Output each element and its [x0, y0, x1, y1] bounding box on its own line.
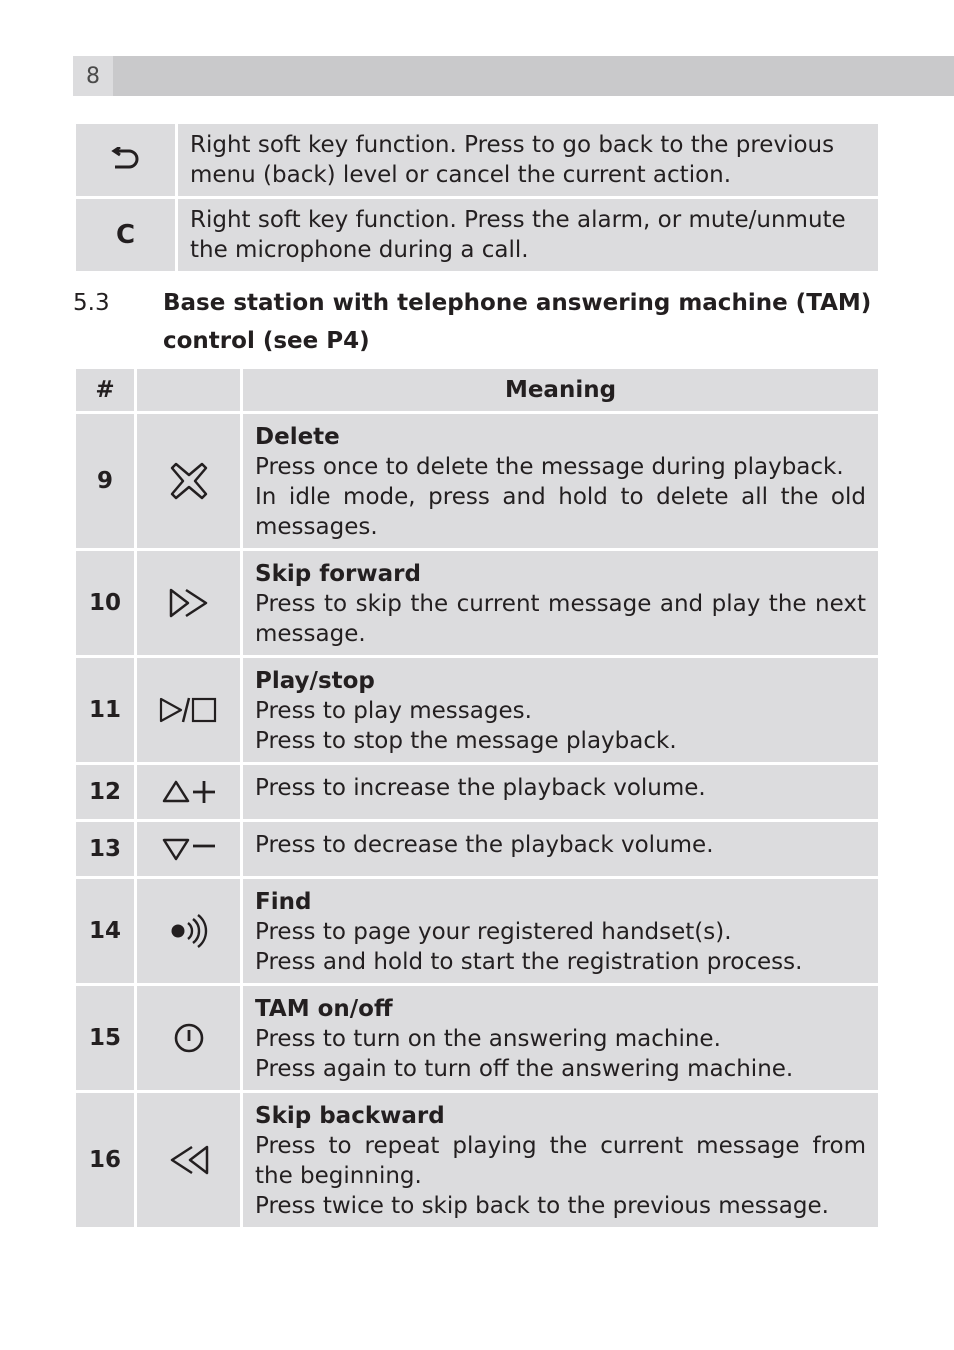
c-letter-icon: C [115, 220, 136, 250]
row-number: 11 [76, 658, 134, 762]
table-row [76, 879, 878, 983]
icon-cell [137, 879, 240, 983]
page-number: 8 [73, 56, 113, 96]
row-number: 12 [76, 765, 134, 819]
section-title: Base station with telephone answering machine (TAM) control (see P4) [163, 290, 872, 354]
row-title: Find [255, 889, 312, 915]
header-number: # [76, 369, 134, 411]
power-icon [173, 1028, 205, 1047]
header-bar [73, 56, 954, 96]
description: Right soft key function. Press to go back to the previous menu (back) level or cancel the current action. [178, 124, 878, 196]
meaning-cell [243, 879, 878, 983]
table-row [76, 124, 878, 196]
row-title: TAM on/off [255, 996, 393, 1022]
skip-forward-icon [168, 593, 210, 612]
icon-cell [137, 551, 240, 655]
icon-cell [137, 414, 240, 548]
row-number: 13 [76, 822, 134, 876]
row-text: Press to decrease the playback volume. [255, 832, 714, 858]
row-text: Press again to turn off the answering machine. [255, 1056, 794, 1082]
row-number: 10 [76, 551, 134, 655]
meaning-cell [243, 551, 878, 655]
row-text: Press to stop the message playback. [255, 728, 677, 754]
row-title: Skip forward [255, 561, 421, 587]
find-paging-icon [169, 921, 209, 940]
row-text: Press twice to skip back to the previous message. [255, 1193, 829, 1219]
row-text: Press once to delete the message during playback. [255, 454, 844, 480]
icon-cell [137, 986, 240, 1090]
row-title: Play/stop [255, 668, 375, 694]
description: Right soft key function. Press the alarm, or mute/unmute the microphone during a call. [178, 199, 878, 271]
row-text: Press to turn on the answering machine. [255, 1026, 721, 1052]
meaning-cell [243, 765, 878, 819]
icon-cell [137, 765, 240, 819]
table-row [76, 765, 878, 819]
row-text: In idle mode, press and hold to delete all the old messages. [255, 484, 866, 540]
row-text: Press to page your registered handset(s). [255, 919, 732, 945]
table-row [76, 658, 878, 762]
row-title: Skip backward [255, 1103, 445, 1129]
header-icon [137, 369, 240, 411]
back-arrow-icon [111, 150, 141, 169]
table-row [76, 986, 878, 1090]
row-number: 16 [76, 1093, 134, 1227]
meaning-cell [243, 986, 878, 1090]
row-text: Press to skip the current message and play the next message. [255, 591, 866, 647]
table-row [76, 551, 878, 655]
header-meaning: Meaning [243, 369, 878, 411]
icon-cell [76, 124, 175, 196]
table-row [76, 1093, 878, 1227]
meaning-cell [243, 1093, 878, 1227]
row-number: 15 [76, 986, 134, 1090]
volume-up-icon [161, 782, 217, 801]
icon-cell [137, 822, 240, 876]
meaning-cell [243, 822, 878, 876]
table-row [76, 822, 878, 876]
volume-down-icon [161, 839, 217, 858]
section-number: 5.3 [73, 290, 110, 316]
row-number: 14 [76, 879, 134, 983]
row-text: Press to repeat playing the current message from the beginning. [255, 1133, 866, 1189]
meaning-cell [243, 658, 878, 762]
row-text: Press to play messages. [255, 698, 532, 724]
icon-cell [137, 1093, 240, 1227]
row-text: Press and hold to start the registration process. [255, 949, 803, 975]
delete-x-icon [170, 471, 208, 490]
table-row [76, 414, 878, 548]
row-text: Press to increase the playback volume. [255, 775, 706, 801]
soft-key-table [73, 121, 881, 274]
icon-cell [137, 658, 240, 762]
tam-controls-table [73, 366, 881, 1230]
table-row [76, 199, 878, 271]
table-header-row [76, 369, 878, 411]
icon-cell [76, 199, 175, 271]
skip-backward-icon [168, 1150, 210, 1169]
play-stop-icon [159, 700, 219, 719]
row-title: Delete [255, 424, 340, 450]
meaning-cell [243, 414, 878, 548]
row-number: 9 [76, 414, 134, 548]
